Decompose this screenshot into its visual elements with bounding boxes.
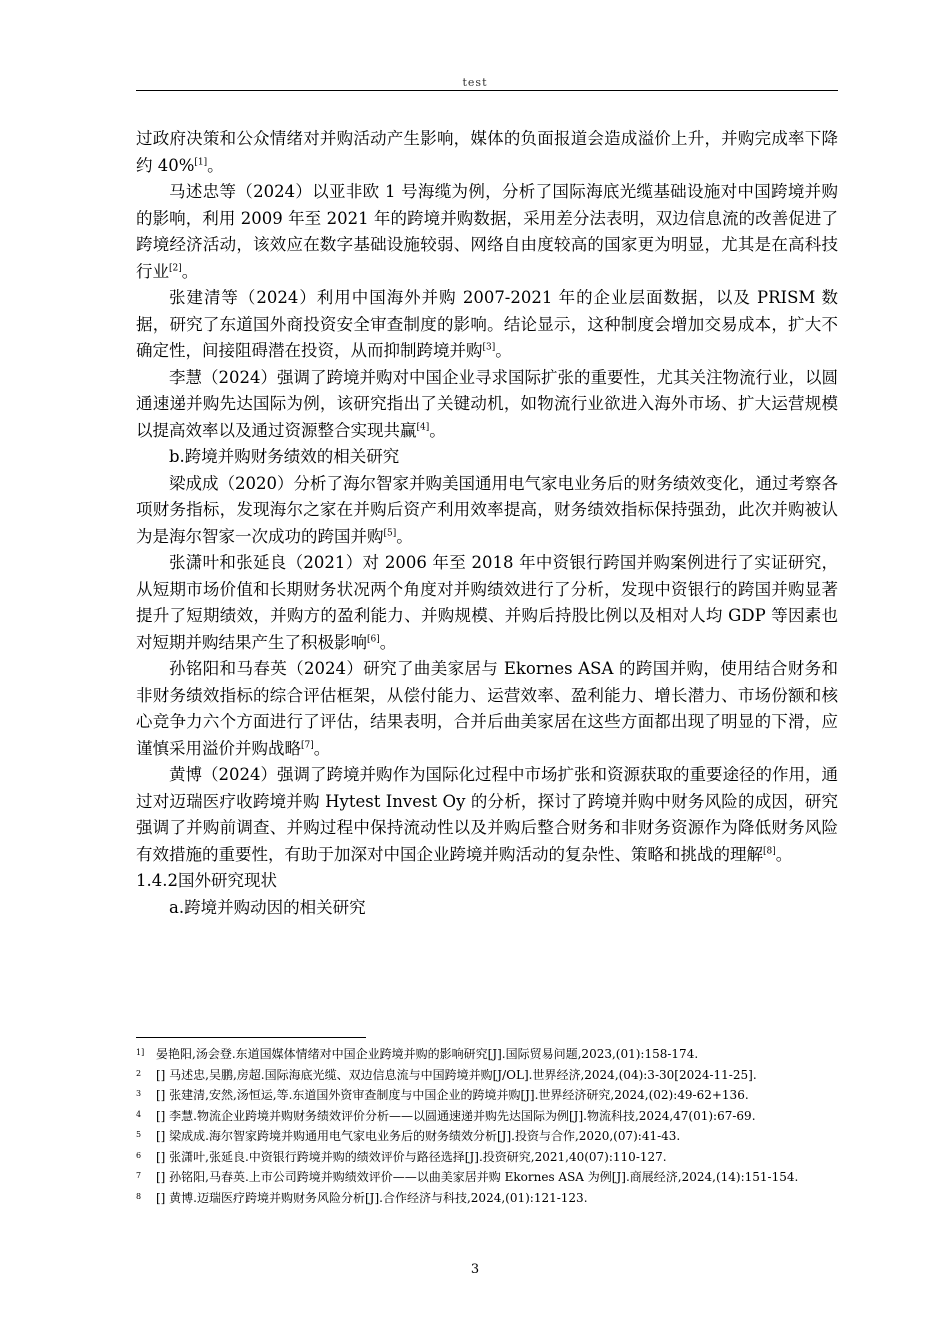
- paragraph-sun-mingyang: 孙铭阳和马春英（2024）研究了曲美家居与 Ekornes ASA 的跨国并购，使用结合财务和非财务绩效指标的综合评估框架，从偿付能力、运营效率、盈利能力、增长潜力、市场份额和核心竞争力六个方面进行了评估，结果表明，合并后曲美家居在这些方面都出现了明显的下滑，应谨慎采用溢价并购战略[7]。: [136, 659, 838, 758]
- citation-5[interactable]: [5]: [383, 528, 397, 538]
- paragraph-zhang-jianqing: 张建清等（2024）利用中国海外并购 2007-2021 年的企业层面数据，以及 PRISM 数据，研究了东道国外商投资安全审查制度的影响。结论显示，这种制度会增加交易成本，扩大不确定性，间接阻碍潜在投资，从而抑制跨境并购[3]。: [136, 288, 838, 360]
- citation-7[interactable]: [7]: [301, 740, 314, 750]
- citation-1[interactable]: [1]: [194, 157, 208, 167]
- footnote-rule: [136, 1037, 366, 1038]
- citation-3[interactable]: [3]: [482, 342, 496, 353]
- paragraph-ma-shuzhong: 马述忠等（2024）以亚非欧 1 号海缆为例，分析了国际海底光缆基础设施对中国跨境并购的影响，利用 2009 年至 2021 年的跨境并购数据，采用差分法表明，双边信息流的改善促进了跨境经济活动，该效应在数字基础设施较弱、网络自由度较高的国家更为明显，尤其是在高科技行业[2]。: [136, 182, 838, 281]
- section-heading-1-4-2: 1.4.2国外研究现状: [136, 871, 277, 890]
- citation-4[interactable]: [4]: [416, 422, 430, 432]
- footnote-mark: 6: [136, 1150, 142, 1160]
- citation-8[interactable]: [8]: [763, 846, 776, 856]
- footnote-mark: 4: [136, 1109, 142, 1119]
- footnote-mark: 5: [136, 1130, 142, 1139]
- subheading-motivation: a.跨境并购动因的相关研究: [169, 897, 366, 917]
- footnote-4: 4 [] 李慧.物流企业跨境并购财务绩效评价分析——以圆通速递并购先达国际为例[J].物流科技,2024,47(01):67-69.: [136, 1108, 838, 1125]
- citation-2[interactable]: [2]: [169, 263, 182, 273]
- subheading-financial-performance: b.跨境并购财务绩效的相关研究: [169, 447, 400, 466]
- paragraph-huang-bo: 黄博（2024）强调了跨境并购作为国际化过程中市场扩张和资源获取的重要途径的作用，通过对迈瑞医疗收跨境并购 Hytest Invest Oy 的分析，探讨了跨境并购中财务风险的成因，研究强调了并购前调查、并购过程中保持流动性以及并购后整合财务和非财务资源作为降低财务风险有效措施的重要性，有助于加深对中国企业跨境并购活动的复杂性、策略和挑战的理解[8]。: [136, 765, 838, 864]
- footnote-8: 8 [] 黄博.迈瑞医疗跨境并购财务风险分析[J].合作经济与科技,2024,(01):121-123.: [136, 1190, 838, 1207]
- footnote-mark: 2: [136, 1068, 142, 1078]
- footnote-mark: 3: [136, 1089, 142, 1098]
- page-number: 3: [470, 1262, 480, 1277]
- citation-6[interactable]: [6]: [367, 634, 380, 644]
- footnote-mark: 7: [136, 1171, 142, 1180]
- paragraph-zhang-xiaoye: 张潇叶和张延良（2021）对 2006 年至 2018 年中资银行跨国并购案例进行了实证研究，从短期市场价值和长期财务状况两个角度对并购绩效进行了分析，发现中资银行的跨国并购显著提升了短期绩效，并购方的盈利能力、并购规模、并购后持股比例以及相对人均 GDP 等因素也对短期并购结果产生了积极影响[6]。: [136, 553, 838, 652]
- footnote-3: 3 [] 张建清,安然,汤恒运,等.东道国外资审查制度与中国企业的跨境并购[J].世界经济研究,2024,(02):49-62+136.: [136, 1087, 838, 1104]
- header-rule: [136, 90, 838, 91]
- footnote-5: 5 [] 梁成成.海尔智家跨境并购通用电气家电业务后的财务绩效分析[J].投资与合作,2020,(07):41-43.: [136, 1128, 838, 1145]
- footnote-mark: 8: [136, 1191, 142, 1201]
- page-header: test: [462, 76, 488, 89]
- document-body: [136, 126, 838, 921]
- footnote-mark: 1]: [136, 1048, 145, 1057]
- paragraph-continuation: 过政府决策和公众情绪对并购活动产生影响，媒体的负面报道会造成溢价上升，并购完成率下降约 40%[1]。: [136, 129, 838, 175]
- footnote-7: 7 [] 孙铭阳,马春英.上市公司跨境并购绩效评价——以曲美家居并购 Ekornes ASA 为例[J].商展经济,2024,(14):151-154.: [136, 1169, 838, 1186]
- paragraph-li-hui: 李慧（2024）强调了跨境并购对中国企业寻求国际扩张的重要性，尤其关注物流行业，以圆通速递并购先达国际为例，该研究指出了关键动机，如物流行业欲进入海外市场、扩大运营规模以提高效率以及通过资源整合实现共赢[4]。: [136, 367, 838, 440]
- paragraph-liang-chengcheng: 梁成成（2020）分析了海尔智家并购美国通用电气家电业务后的财务绩效变化，通过考察各项财务指标，发现海尔之家在并购后资产利用效率提高，财务绩效指标保持强劲，此次并购被认为是海尔智家一次成功的跨国并购[5]。: [136, 473, 838, 546]
- footnote-1: 1] 晏艳阳,汤会登.东道国媒体情绪对中国企业跨境并购的影响研究[J].国际贸易问题,2023,(01):158-174.: [136, 1046, 838, 1063]
- footnote-2: 2 [] 马述忠,吴鹏,房超.国际海底光缆、双边信息流与中国跨境并购[J/OL].世界经济,2024,(04):3-30[2024-11-25].: [136, 1067, 838, 1084]
- footnote-6: 6 [] 张潇叶,张延良.中资银行跨境并购的绩效评价与路径选择[J].投资研究,2021,40(07):110-127.: [136, 1149, 838, 1166]
- footnotes: [136, 1046, 838, 1210]
